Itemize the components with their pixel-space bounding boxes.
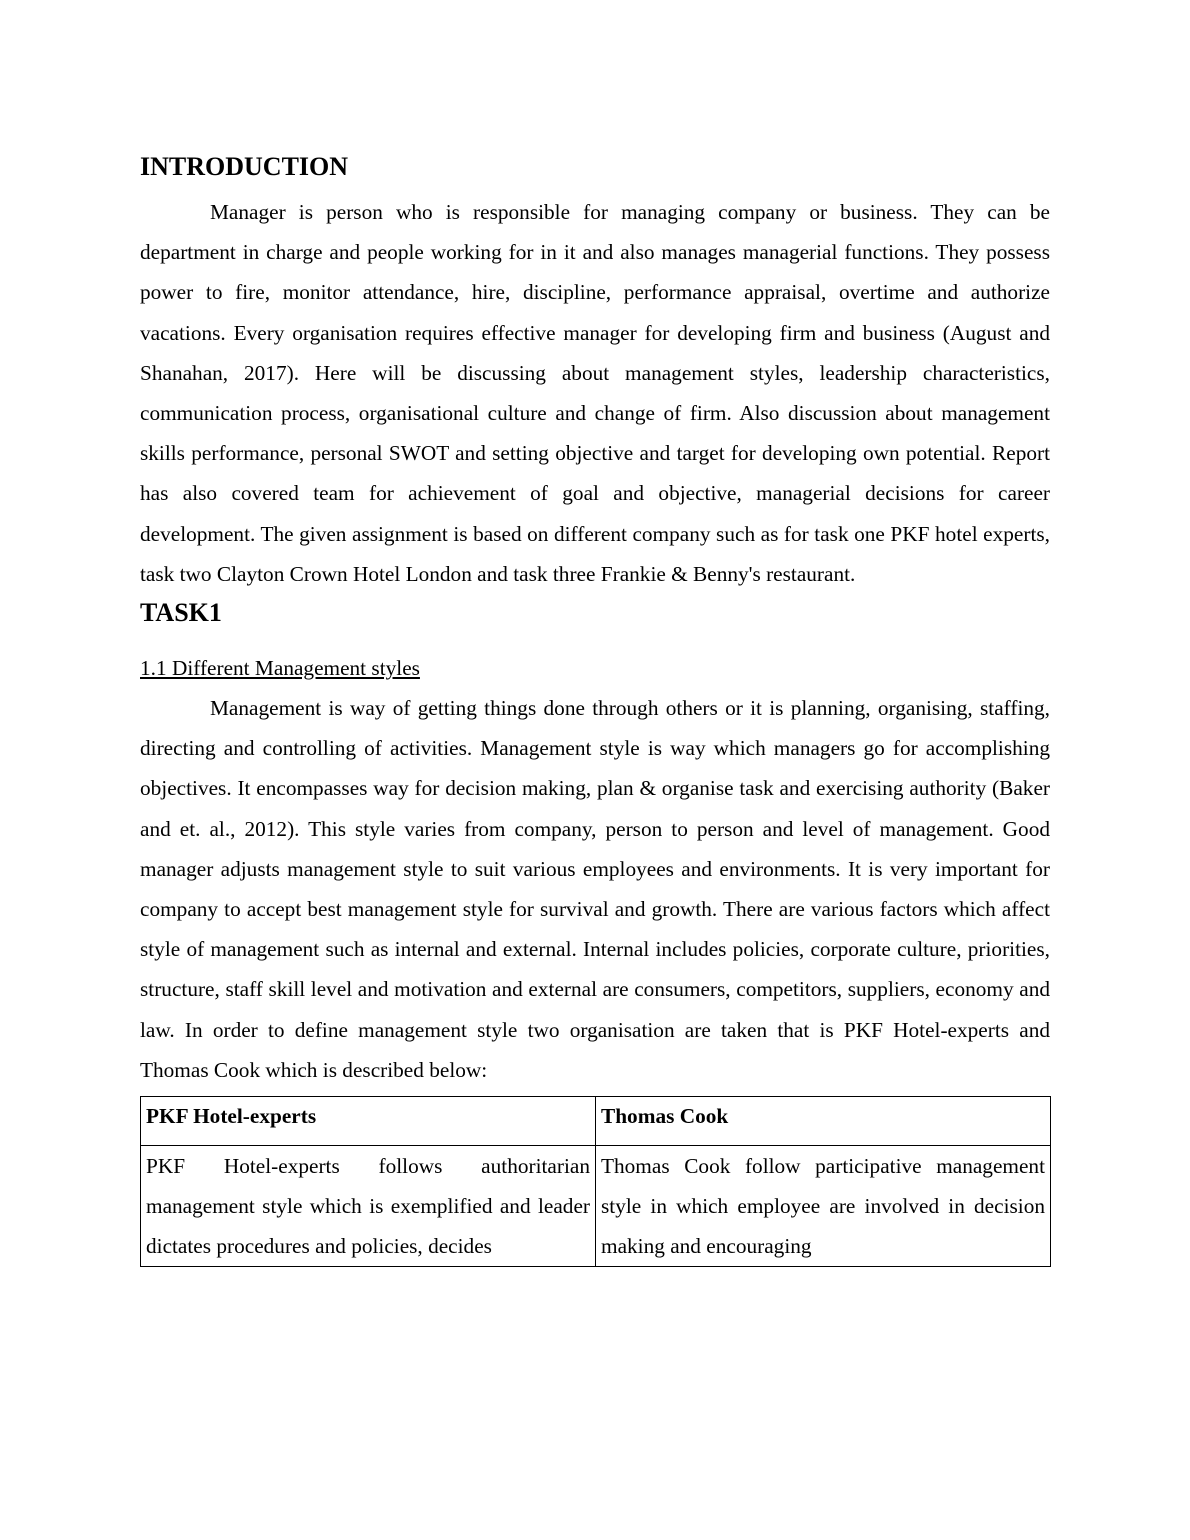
- introduction-heading: INTRODUCTION: [140, 152, 349, 181]
- document-page: [140, 148, 1050, 1267]
- table-header-row: [141, 1097, 1051, 1146]
- comparison-table: [140, 1096, 1051, 1267]
- management-styles-paragraph: Management is way of getting things done through others or it is planning, organising, staffing, directing and controlling of activities. Management style is way which managers go for accomplishing objectives. It encompasses way for decision making, plan & organise task and exercising authority (Baker and et. al., 2012). This style varies from company, person to person and level of management. Good manager adjusts management style to suit various employees and environments. It is very important for company to accept best management style for survival and growth. There are various factors which affect style of management such as internal and external. Internal includes policies, corporate culture, priorities, structure, staff skill level and motivation and external are consumers, competitors, suppliers, economy and law. In order to define management style two organisation are taken that is PKF Hotel-experts and Thomas Cook which is described below:: [140, 696, 1050, 1082]
- table-cell-pkf-text: PKF Hotel-experts follows authoritarian management style which is exemplified and leader dictates procedures and policies, decides: [146, 1154, 590, 1259]
- table-cell-pkf: [141, 1146, 596, 1267]
- task1-heading: TASK1: [140, 598, 222, 628]
- introduction-paragraph: Manager is person who is responsible for managing company or business. They can be department in charge and people working for in it and also manages managerial functions. They possess power to fire, monitor attendance, hire, discipline, performance appraisal, overtime and authorize vacations. Every organisation requires effective manager for developing firm and business (August and Shanahan, 2017). Here will be discussing about management styles, leadership characteristics, communication process, organisational culture and change of firm. Also discussion about management skills performance, personal SWOT and setting objective and target for developing own potential. Report has also covered team for achievement of goal and objective, managerial decisions for career development. The given assignment is based on different company such as for task one PKF hotel experts, task two Clayton Crown Hotel London and task three Frankie & Benny's restaurant.: [140, 200, 1050, 586]
- table-header-thomas-cook: Thomas Cook: [596, 1097, 1051, 1146]
- management-styles-subheading: 1.1 Different Management styles: [140, 656, 420, 681]
- table-row: [141, 1146, 1051, 1267]
- table-cell-thomas-cook-text: Thomas Cook follow participative management style in which employee are involved in decision making and encouraging: [601, 1154, 1045, 1259]
- table-header-pkf: PKF Hotel-experts: [141, 1097, 596, 1146]
- table-cell-thomas-cook: [596, 1146, 1051, 1267]
